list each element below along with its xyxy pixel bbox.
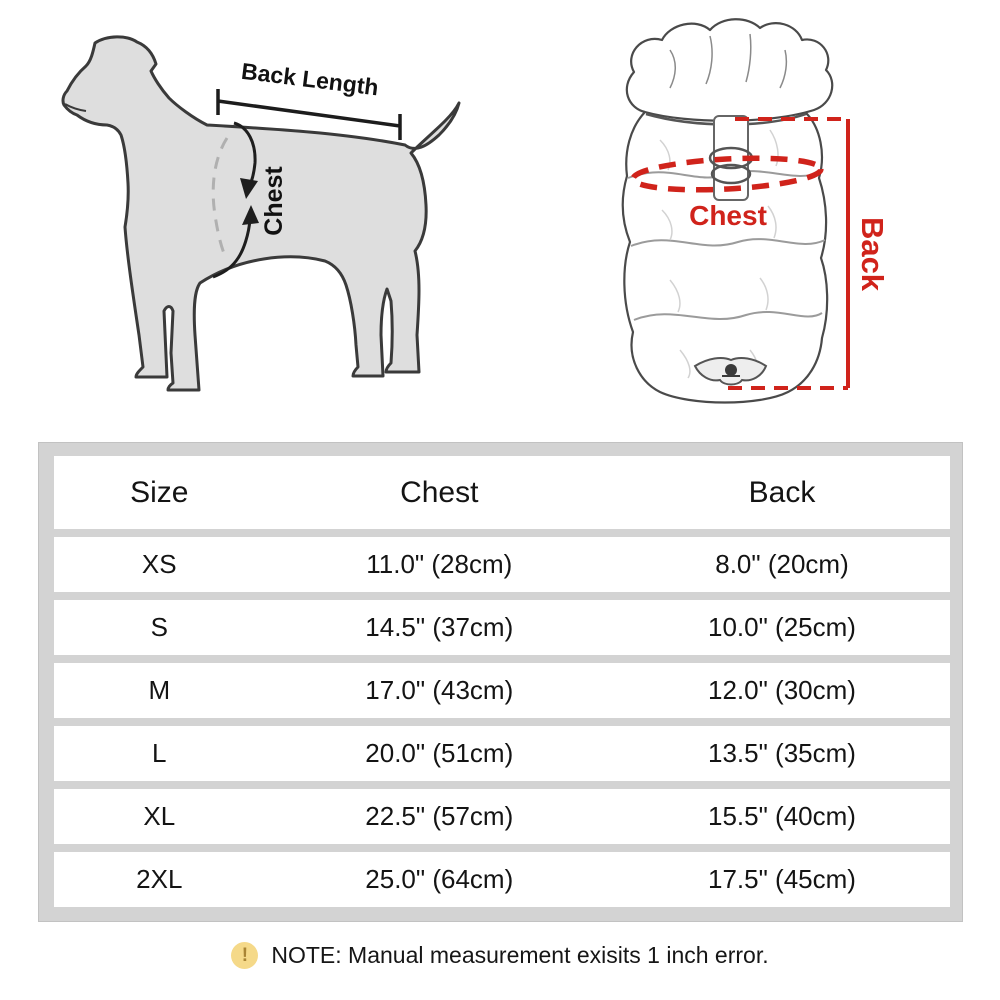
warning-icon: ! xyxy=(231,942,258,969)
cell-chest: 17.0" (43cm) xyxy=(365,675,514,705)
note-row xyxy=(0,942,1000,969)
cell-chest: 11.0" (28cm) xyxy=(366,549,513,579)
vest-tag-skull xyxy=(725,364,737,376)
header-size: Size xyxy=(130,475,189,509)
cell-back: 17.5" (45cm) xyxy=(708,864,856,894)
dog-chest-label: Chest xyxy=(260,166,288,236)
cell-chest: 14.5" (37cm) xyxy=(365,612,514,642)
header-chest: Chest xyxy=(400,475,479,509)
vest-collar xyxy=(627,19,832,121)
cell-back: 13.5" (35cm) xyxy=(708,738,856,768)
header-back: Back xyxy=(748,475,816,509)
size-table xyxy=(38,442,963,922)
table-row xyxy=(54,726,950,781)
cell-chest: 20.0" (51cm) xyxy=(365,738,514,768)
cell-size: L xyxy=(152,738,167,768)
vest-back-label: Back xyxy=(855,216,890,292)
dog-measurement-diagram xyxy=(15,5,515,435)
note-text: NOTE: Manual measurement exisits 1 inch error. xyxy=(271,942,769,968)
cell-back: 15.5" (40cm) xyxy=(708,801,856,831)
table-row xyxy=(54,537,950,592)
cell-back: 12.0" (30cm) xyxy=(708,675,856,705)
cell-back: 8.0" (20cm) xyxy=(715,549,849,579)
table-row xyxy=(54,789,950,844)
table-row xyxy=(54,600,950,655)
cell-chest: 25.0" (64cm) xyxy=(365,864,514,894)
back-length-label: Back Length xyxy=(239,57,381,101)
table-row xyxy=(54,663,950,718)
cell-chest: 22.5" (57cm) xyxy=(365,801,514,831)
vest-measurement-diagram xyxy=(600,10,900,410)
cell-size: XS xyxy=(141,549,177,579)
table-header-row xyxy=(54,456,950,529)
cell-back: 10.0" (25cm) xyxy=(708,612,856,642)
cell-size: XL xyxy=(143,801,176,831)
cell-size: M xyxy=(148,675,171,705)
table-row xyxy=(54,852,950,907)
vest-chest-label: Chest xyxy=(689,200,767,231)
cell-size: S xyxy=(150,612,168,642)
cell-size: 2XL xyxy=(136,864,183,894)
